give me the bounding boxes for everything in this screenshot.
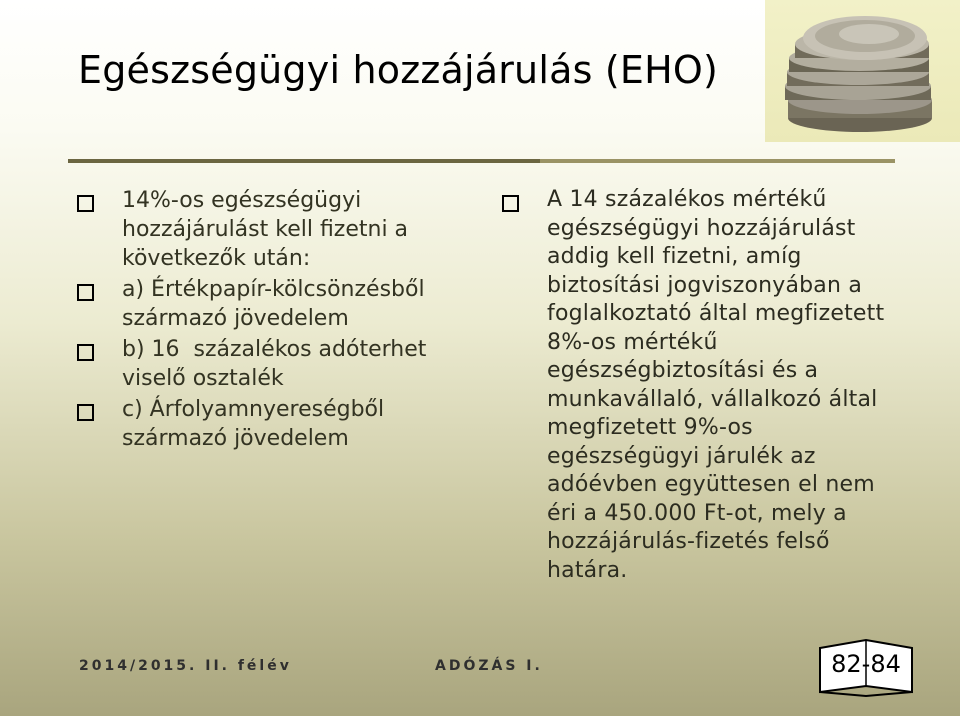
slide-title: Egészségügyi hozzájárulás (EHO): [78, 48, 719, 92]
footer-course: ADÓZÁS I.: [435, 658, 543, 674]
list-item-text: A 14 százalékos mértékű egészségügyi hozzájárulást addig kell fizetni, amíg biztosítási jogviszonyában a foglalkoztató által megfizetett 8%-os mértékű egészségbiztosítási és a munkavállaló, vállalkozó által megfizetett 9%-os egészségügyi járulék az adóévben együttesen el nem éri a 450.000 Ft-ot, mely a hozzájárulás-fizetés felső határa.: [547, 187, 885, 583]
title-divider-accent: [68, 159, 540, 163]
square-bullet-icon: [77, 195, 94, 212]
list-item-text: 14%-os egészségügyi hozzájárulást kell fizetni a következők után:: [122, 188, 409, 271]
list-item: [75, 275, 475, 333]
list-item: [500, 186, 900, 585]
square-bullet-icon: [502, 195, 519, 212]
list-item: [75, 335, 475, 393]
list-item-text: b) 16 százalékos adóterhet viselő osztalék: [122, 337, 434, 391]
list-item: [75, 395, 475, 453]
square-bullet-icon: [77, 344, 94, 361]
left-column: [75, 186, 475, 455]
page-number: 82-84: [831, 650, 901, 678]
list-item: [75, 186, 475, 273]
square-bullet-icon: [77, 404, 94, 421]
footer-semester: 2014/2015. II. félév: [79, 658, 292, 674]
square-bullet-icon: [77, 284, 94, 301]
right-column: [500, 186, 900, 585]
list-item-text: a) Értékpapír-kölcsönzésből származó jövedelem: [122, 277, 425, 331]
coin-stack-icon: [765, 0, 960, 142]
title-divider: [68, 159, 895, 163]
list-item-text: c) Árfolyamnyereségből származó jövedelem: [122, 397, 385, 451]
